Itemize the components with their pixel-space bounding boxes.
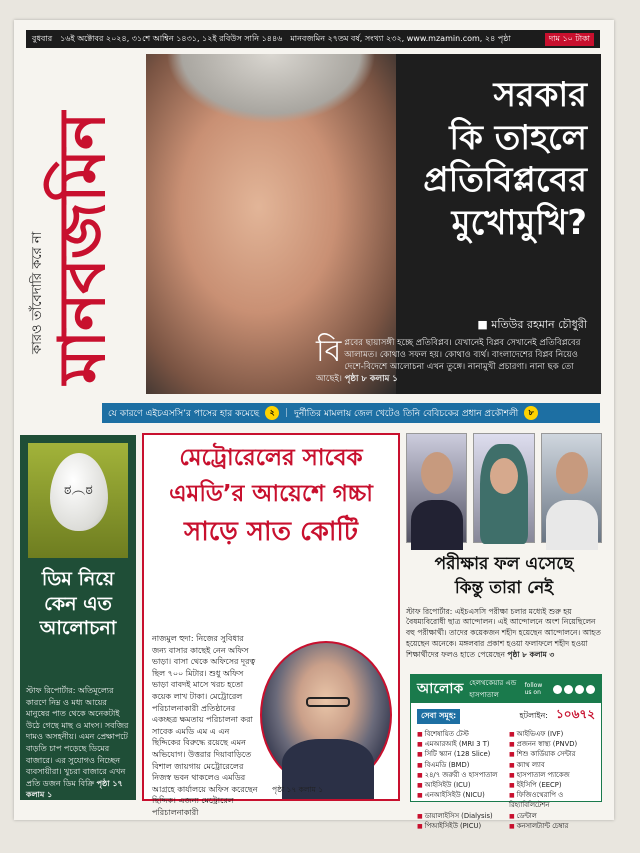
service-item: ■ শিশু কার্ডিয়াক সেন্টার — [509, 749, 595, 759]
service-item: ■ ডায়ালাইসিস (Dialysis) — [417, 811, 503, 821]
egg-body: স্টাফ রিপোর্টার: অতিমূল্যের কারণে নিম্ন ও মধ্য আয়ের মানুষের পাত থেকে অনেকটাই উঠে গেছে মাছ ও মাংস। সবজির দামও অসহনীয়। এমন প্রেক্ষাপটে বাড়তি চাপ পড়েছে ডিমের বাজারে। এর সুযোগও নিচ্ছেন ব্যবসায়ীরা। খুচরা বাজারে এখন প্রতি ডজন ডিম বিক্রি পৃষ্ঠা ১৭ কলাম ১ — [26, 686, 129, 800]
lead-byline: ■ মতিউর রহমান চৌধুরী — [477, 318, 587, 331]
metrorail-story[interactable] — [142, 433, 400, 817]
inside-links-bar: যে কারণে এইচএসসি’র পাসের হার কমেছে ২ | দুর্নীতির মামলায় জেল খেটেও তিনি বেবিচকের প্রধান প্রকৌশলী ৮ — [102, 403, 600, 423]
metrorail-jump: পৃষ্ঠা ১৭ কলাম ১ — [272, 785, 324, 794]
services-label: সেবা সমূহ: — [417, 709, 460, 724]
weekday: বুধবার — [32, 33, 53, 43]
service-item: ■ বিএমডি (BMD) — [417, 760, 503, 770]
brand-logo: মানবজমিন — [45, 112, 120, 384]
egg-jump: পৃষ্ঠা ১৭ কলাম ১ — [26, 778, 123, 800]
facebook-icon — [553, 685, 562, 694]
exam-body: স্টাফ রিপোর্টার: এইচএসসি পরীক্ষা চলার মধ্যেই শুরু হয় বৈষম্যবিরোধী ছাত্র আন্দোলন। এই আন্দোলনে অংশ নিয়েছিলেন বহু পরীক্ষার্থী। তাদের কয়েকজন শহীদ হয়েছেন আন্দোলনে। আহত হয়েছেন অনেকে। মঙ্গলবার প্রকাশ হওয়া ফলাফলে শহীদ হওয়া শিক্ষার্থীদের ফলও হাতে পেয়েছেন পৃষ্ঠা ৮ কলাম ৩ — [406, 606, 601, 660]
ad-follow: follow us on — [524, 682, 543, 696]
hotline-label: হটলাইন: — [519, 710, 548, 720]
instagram-icon — [575, 685, 584, 694]
page-badge: ২ — [265, 406, 279, 420]
service-item: ■ পিআইসিইউ (PICU) — [417, 821, 503, 831]
newspaper-front-page — [14, 20, 614, 830]
former-md-photo — [260, 641, 392, 789]
lead-headline[interactable]: সরকার কি তাহলে প্রতিবিপ্লবের মুখোমুখি? — [423, 75, 587, 243]
ad-header — [411, 675, 601, 703]
service-item: ■ ইইসিপি (EECP) — [509, 780, 595, 790]
student-photo — [473, 433, 534, 543]
exam-jump: পৃষ্ঠা ৮ কলাম ৩ — [507, 650, 555, 660]
student-photos — [406, 433, 602, 543]
web-icon — [586, 685, 595, 694]
egg-illustration — [28, 443, 128, 558]
lead-story[interactable] — [146, 54, 601, 394]
service-item: ■ আইসিইউ (ICU) — [417, 780, 503, 790]
link-caab-engineer[interactable]: দুর্নীতির মামলায় জেল খেটেও তিনি বেবিচকের প্রধান প্রকৌশলী — [294, 408, 519, 419]
price-badge: দাম ১০ টাকা — [545, 33, 594, 46]
page-badge: ৮ — [524, 406, 538, 420]
service-item: ■ সিটি স্ক্যান (128 Slice) — [417, 749, 503, 759]
date-strip — [26, 30, 600, 48]
student-photo — [541, 433, 602, 543]
service-item: ■ ক্যাথ ল্যাব — [509, 760, 595, 770]
service-item: ■ প্রজনন স্বাস্থ্য (PNVD) — [509, 739, 595, 749]
service-item: ■ ফিজিওথেরাপি ও রিহ্যাবিলিটেশন — [509, 790, 595, 810]
service-item: ■ বিশেষায়িত টেস্ট — [417, 729, 503, 739]
brand-tagline: কারও তাঁবেদারি করে না — [30, 231, 45, 354]
service-item: ■ ডেন্টাল — [509, 811, 595, 821]
exam-headline[interactable]: পরীক্ষার ফল এসেছে কিন্তু তারা নেই — [434, 554, 574, 598]
masthead — [22, 54, 142, 394]
hotline-number[interactable]: ১০৬৭২ — [556, 707, 595, 721]
social-icons — [553, 685, 595, 694]
service-item: ■ ২৪/৭ জরুরী ও হাসপাতাল — [417, 770, 503, 780]
egg-story[interactable] — [20, 435, 136, 800]
ad-logo: আলোক — [417, 681, 464, 697]
lead-jump: পৃষ্ঠা ৮ কলাম ১ — [344, 373, 398, 384]
metrorail-body: নাজমুল হুদা: নিজের সুবিধার জন্য বাসার কাছেই নেন অফিস ভাড়া। বাসা থেকে অফিসের দূরত্ব ছিল ৭০০ মিটার। শুধু অফিস ভাড়া বাবদই মাসে খরচ হতো কয়েক লাখ টাকা। মেট্রোরেল পরিচালনাকারী প্রতিষ্ঠানের একচ্ছত্র ক্ষমতায় পরিচালনা করা সাবেক এমডি এম এ এন ছিদ্দিকের বিরুদ্ধে রয়েছে এমন অভিযোগ। উত্তরার দিয়াবাড়িতে বিশাল জায়গায় মেট্রোরেলের নিজস্ব ভবন থাকলেও এমডির আগ্রহে কার্যালয়ে অফিস করেছেন ছিদ্দিক। এজন্য মেট্রোরেল পরিচালনাকারী — [152, 634, 258, 817]
youtube-icon — [564, 685, 573, 694]
issue-dates: ১৬ই অক্টোবর ২০২৪, ৩১শে আশ্বিন ১৪৩১, ১২ই রবিউস সানি ১৪৪৬ — [60, 33, 283, 43]
service-item: ■ কনসালট্যান্ট চেম্বার — [509, 821, 595, 831]
egg-headline[interactable]: ডিম নিয়ে কেন এত আলোচনা — [39, 568, 117, 640]
metrorail-headline[interactable]: মেট্রোরেলের সাবেক এমডি’র আয়েশে গচ্চা সাড়ে সাত কোটি — [169, 445, 373, 548]
service-item: ■ আইভিএফ (IVF) — [509, 729, 595, 739]
lead-lede: বি প্লবের ছায়াসঙ্গী হচ্ছে প্রতিবিপ্লব। যেখানেই বিপ্লব সেখানেই প্রতিবিপ্লবের আলামত। কোথাও সফল হয়। কোথাও ব্যর্থ। বাংলাদেশের বিপ্লব নিয়েও দেশে-বিদেশে আলোচনা এখন তুঙ্গে। নানামুখী প্রচারণা। নানা ছক তো আছেই। পৃষ্ঠা ৮ কলাম ১ — [316, 334, 581, 384]
student-photo — [406, 433, 467, 543]
link-hsc-pass-rate[interactable]: যে কারণে এইচএসসি’র পাসের হার কমেছে — [108, 408, 260, 419]
service-item: ■ এনআইসিইউ (NICU) — [417, 790, 503, 810]
hospital-advertisement[interactable] — [410, 674, 602, 830]
services-list — [411, 729, 601, 831]
angry-face-icon: ಠ︵ಠ — [64, 482, 93, 498]
exam-story[interactable] — [406, 433, 602, 673]
service-item: ■ এমআরআই (MRI 3 T) — [417, 739, 503, 749]
drop-cap: বি — [316, 334, 342, 369]
ad-subtitle: হেলথকেয়ার এন্ড হাসপাতাল — [469, 679, 517, 699]
service-item: ■ হাসপাতাল প্যাকেজ — [509, 770, 595, 780]
issue-info: মানবজমিন ২৭তম বর্ষ, সংখ্যা ২৩২, www.mzamin.com, ২৪ পৃষ্ঠা — [290, 33, 511, 43]
